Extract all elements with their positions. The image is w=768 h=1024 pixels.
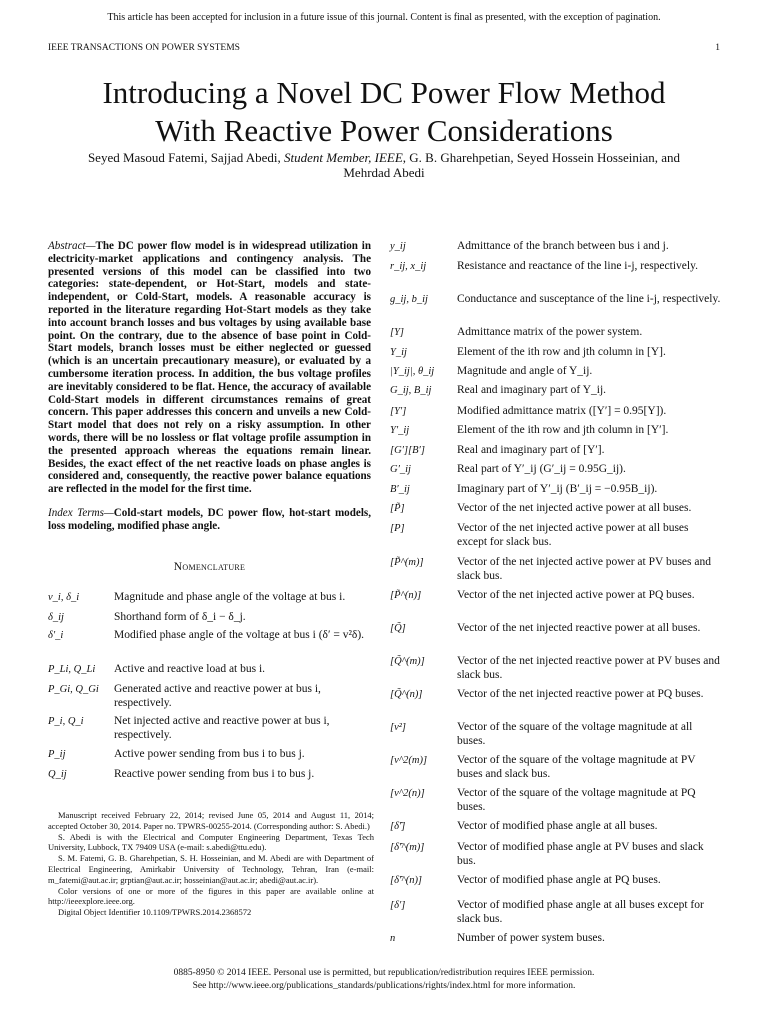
copyright-footer <box>0 967 768 992</box>
nomenclature-symbol: [P̃^(m)] <box>390 557 424 568</box>
title-line-2: With Reactive Power Considerations <box>155 113 613 148</box>
nomenclature-symbol: v_i, δ_i <box>48 592 80 603</box>
nomenclature-description: Generated active and reactive power at bus i, respectively. <box>114 683 321 709</box>
author-membership: Student Member, IEEE <box>280 150 403 165</box>
nomenclature-symbol: r_ij, x_ij <box>390 261 427 272</box>
nomenclature-description: Magnitude and phase angle of the voltage at bus i. <box>114 591 346 603</box>
footnote: Manuscript received February 22, 2014; revised June 05, 2014 and August 11, 2014; accepted October 30, 2014. Paper no. TPWRS-00255-2014. (Corresponding author: S. Abedi.) <box>48 810 374 831</box>
authors-part-1: Seyed Masoud Fatemi, Sajjad Abedi, <box>87 150 281 165</box>
nomenclature-description: Active power sending from bus i to bus j. <box>114 748 305 760</box>
nomenclature-symbol: G_ij, B_ij <box>390 385 432 396</box>
nomenclature-description: Vector of the net injected active power at PV buses and slack bus. <box>457 556 711 582</box>
nomenclature-description: Imaginary part of Y′_ij (B′_ij = −0.95B_ij). <box>457 483 658 495</box>
index-terms <box>48 507 371 533</box>
nomenclature-symbol: Q_ij <box>48 769 67 780</box>
title-line-1: Introducing a Novel DC Power Flow Method <box>102 75 666 110</box>
nomenclature-description: Reactive power sending from bus i to bus j. <box>114 768 315 780</box>
authors-part-2: , G. B. Gharehpetian, Seyed Hossein Hosseinian, and <box>402 150 681 165</box>
rights-link-line: See http://www.ieee.org/publications_standards/publications/rights/index.html for more information. <box>192 980 576 991</box>
nomenclature-description: Number of power system buses. <box>457 932 605 944</box>
nomenclature-symbol: [P̃^(n)] <box>390 590 422 601</box>
nomenclature-symbol: [δ̃′^(m)] <box>390 842 425 853</box>
nomenclature-symbol: [v^2(m)] <box>390 755 428 766</box>
nomenclature-symbol: Y_ij <box>390 347 407 358</box>
running-header <box>48 43 720 53</box>
nomenclature-description: Vector of the square of the voltage magnitude at all buses. <box>457 721 693 747</box>
nomenclature-symbol: Y′_ij <box>390 425 410 436</box>
nomenclature-symbol: g_ij, b_ij <box>390 294 428 305</box>
paper-title <box>0 74 768 150</box>
footnote: Digital Object Identifier 10.1109/TPWRS.2014.2368572 <box>58 907 252 918</box>
copyright-line: 0885-8950 © 2014 IEEE. Personal use is permitted, but republication/redistribution requires IEEE permission. <box>173 968 595 978</box>
nomenclature-description: Vector of the net injected active power at PQ buses. <box>457 589 695 601</box>
nomenclature-description: Vector of the net injected reactive power at PQ buses. <box>457 688 704 700</box>
nomenclature-symbol: G′_ij <box>390 464 411 475</box>
nomenclature-heading: Nomenclature <box>173 561 246 573</box>
index-terms-label: Index Terms— <box>48 507 114 519</box>
nomenclature-description: Shorthand form of δ_i − δ_j. <box>114 611 246 623</box>
nomenclature-description: Vector of modified phase angle at PV buses and slack bus. <box>457 841 704 867</box>
nomenclature-description: Net injected active and reactive power at bus i, respectively. <box>114 715 330 741</box>
nomenclature-symbol: [P̃] <box>390 503 405 514</box>
footnote: S. M. Fatemi, G. B. Gharehpetian, S. H. Hosseinian, and M. Abedi are with Department of Electrical Engineering, Amirkabir University of Technology, Tehran, Iran (e-mail: m_fatemi@aut.ac.ir; grptian@aut.ac.ir; hosseinian@aut.ac.ir; abedi@aut.ac.ir). <box>48 853 374 885</box>
abstract-text: The DC power flow model is in widespread utilization in electricity-market applications and contingency analysis. The presented versions of this model can be classified into two categories: state-dependent, or Hot-Start, models and state-independent, or Cold-Start, models. A reasonable accuracy is reported in the literature regarding Hot-Start models as they take into account branch losses and bus voltages by using available base point. On the contrary, due to the absence of base point in Cold-Start models, branch losses must be either neglected or guessed (which is an uncertain precautionary measure), or evaluated by a cumbersome iteration process. In addition, the bus voltage profiles are inevitably considered to be flat. Hence, the accuracy of available Cold-Start models in different circumstances remains of great concern. This paper addresses this concern and unveils a new Cold-Start model that does not rely on a risky assumption. In other words, there will be no lossless or flat voltage profile assumption in the presented approach whereas the equations remain linear. Besides, the exact effect of the net reactive loads on phase angles is considered and, consequently, the reactive power balance equations are reflected in the model for the first time. <box>48 240 371 496</box>
nomenclature-symbol: [δ′] <box>390 900 406 911</box>
nomenclature-description: Vector of modified phase angle at all buses. <box>457 820 658 832</box>
nomenclature-symbol: n <box>390 933 396 944</box>
nomenclature-description: Magnitude and angle of Y_ij. <box>457 365 593 377</box>
abstract <box>48 240 371 496</box>
authors-line-1 <box>40 150 728 165</box>
nomenclature-description: Vector of the net injected active power at all buses except for slack bus. <box>457 522 689 548</box>
nomenclature-symbol: [Y] <box>390 327 405 338</box>
nomenclature-description: Admittance of the branch between bus i and j. <box>457 240 669 252</box>
nomenclature-description: Active and reactive load at bus i. <box>114 663 266 675</box>
acceptance-note: This article has been accepted for inclusion in a future issue of this journal. Content is final as presented, with the exception of pagination. <box>107 12 661 23</box>
nomenclature-description: Conductance and susceptance of the line i-j, respectively. <box>457 293 721 305</box>
abstract-label: Abstract— <box>48 240 96 252</box>
nomenclature-description: Vector of the net injected active power at all buses. <box>457 502 692 514</box>
nomenclature-description: Element of the ith row and jth column in [Y]. <box>457 346 666 358</box>
nomenclature-symbol: |Y_ij|, θ_ij <box>390 366 435 377</box>
nomenclature-symbol: y_ij <box>390 241 406 252</box>
nomenclature-description: Admittance matrix of the power system. <box>457 326 643 338</box>
nomenclature-symbol: [Q̃] <box>390 623 406 634</box>
nomenclature-symbol: [G′][B′] <box>390 445 425 456</box>
nomenclature-symbol: B′_ij <box>390 484 410 495</box>
nomenclature-description: Vector of the net injected reactive power at PV buses and slack bus. <box>457 655 720 681</box>
nomenclature-description: Real part of Y′_ij (G′_ij = 0.95G_ij). <box>457 463 626 475</box>
nomenclature-symbol: [δ̃′^(n)] <box>390 875 423 886</box>
authors-line-2: Mehrdad Abedi <box>343 165 425 180</box>
nomenclature-description: Modified admittance matrix ([Y′] = 0.95[Y]). <box>457 405 667 417</box>
page-number: 1 <box>715 43 720 53</box>
nomenclature-symbol: P_Li, Q_Li <box>48 664 96 675</box>
nomenclature-description: Vector of modified phase angle at PQ buses. <box>457 874 661 886</box>
nomenclature-symbol: δ_ij <box>48 612 64 623</box>
nomenclature-description: Vector of the net injected reactive power at all buses. <box>457 622 701 634</box>
nomenclature-symbol: δ′_i <box>48 630 64 641</box>
footnotes <box>48 810 374 918</box>
nomenclature-symbol: P_ij <box>48 749 66 760</box>
nomenclature-description: Vector of the square of the voltage magnitude at PV buses and slack bus. <box>457 754 696 780</box>
nomenclature-symbol: P_i, Q_i <box>48 716 84 727</box>
author-list <box>40 150 728 180</box>
nomenclature-description: Real and imaginary part of Y_ij. <box>457 384 607 396</box>
nomenclature-description: Resistance and reactance of the line i-j, respectively. <box>457 260 698 272</box>
journal-name: IEEE TRANSACTIONS ON POWER SYSTEMS <box>48 43 240 53</box>
nomenclature-symbol: [Q̃^(m)] <box>390 656 425 667</box>
nomenclature-symbol: P_Gi, Q_Gi <box>48 684 99 695</box>
nomenclature-symbol: [v^2(n)] <box>390 788 425 799</box>
nomenclature-description: Vector of modified phase angle at all buses except for slack bus. <box>457 899 704 925</box>
nomenclature-symbol: [Y′] <box>390 406 407 417</box>
nomenclature-description: Element of the ith row and jth column in [Y′]. <box>457 424 669 436</box>
nomenclature-symbol: [δ̃′] <box>390 821 406 832</box>
nomenclature-symbol: [Q̃^(n)] <box>390 689 423 700</box>
nomenclature-description: Vector of the square of the voltage magnitude at PQ buses. <box>457 787 696 813</box>
index-terms-text: Cold-start models, DC power flow, hot-start models, loss modeling, modified phase angle. <box>48 507 371 532</box>
nomenclature-description: Modified phase angle of the voltage at bus i (δ′ = v²δ). <box>114 629 365 641</box>
footnote: S. Abedi is with the Electrical and Computer Engineering Department, Texas Tech University, Lubbock, TX 79409 USA (e-mail: s.abedi@ttu.edu). <box>48 831 374 853</box>
nomenclature-symbol: [P] <box>390 523 405 534</box>
footnote: Color versions of one or more of the figures in this paper are available online at http://ieeexplore.ieee.org. <box>48 885 374 907</box>
nomenclature-description: Real and imaginary part of [Y′]. <box>457 444 605 456</box>
nomenclature-symbol: [v²] <box>390 722 406 733</box>
